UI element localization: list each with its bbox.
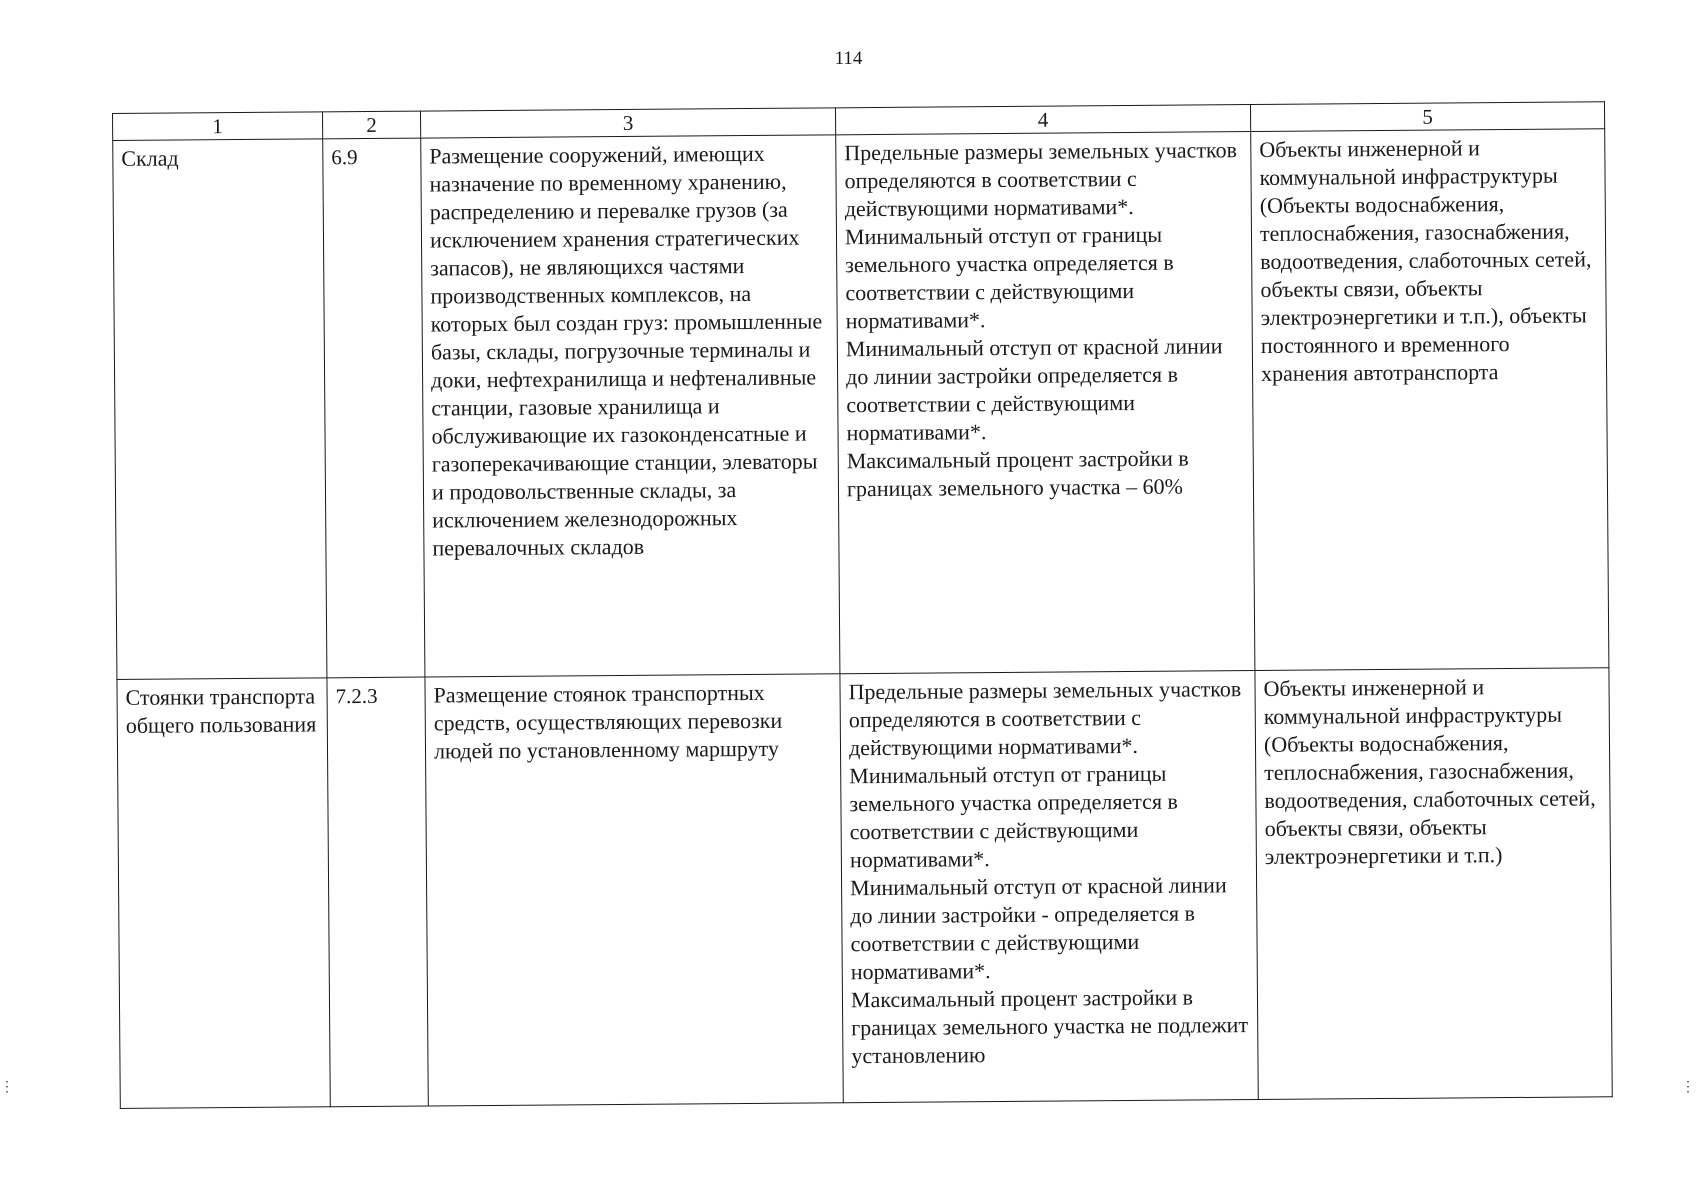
column-header-4: 4: [835, 105, 1250, 135]
use-type-code: 6.9: [323, 138, 425, 678]
parameter-text: Предельные размеры земельных участков определяются в соответствии с действующими нормативами*.: [844, 137, 1238, 222]
parameter-text: Минимальный отступ от красной линии до линии застройки определяется в соответствии с действующими нормативами*.: [845, 333, 1223, 446]
use-type-name: Стоянки транспорта общего пользования: [117, 678, 330, 1109]
use-type-description: Размещение стоянок транспортных средств, осуществляющих перевозки людей по установленному маршруту: [425, 674, 843, 1106]
parameter-text: Предельные размеры земельных участков определяются в соответствии с действующими нормативами*.: [848, 676, 1242, 761]
use-type-auxiliary: Объекты инженерной и коммунальной инфраструктуры (Объекты водоснабжения, теплоснабжения, газоснабжения, водоотведения, слаботочных сетей, объекты связи, объекты электроэнергетики и т.п.): [1255, 668, 1612, 1100]
table-row: [117, 668, 1612, 1109]
page-number: 114: [834, 48, 863, 69]
use-type-name: Склад: [113, 139, 327, 680]
parameter-text: Минимальный отступ от границы земельного участка определяется в соответствии с действующими нормативами*.: [849, 760, 1178, 873]
scan-edge-mark-right: ⋮: [1681, 1079, 1695, 1095]
parameter-text: Максимальный процент застройки в границах земельного участка – 60%: [846, 445, 1189, 502]
use-type-parameters: [840, 671, 1258, 1103]
use-type-auxiliary: Объекты инженерной и коммунальной инфраструктуры (Объекты водоснабжения, теплоснабжения, газоснабжения, водоотведения, слаботочных сетей, объекты связи, объекты электроэнергетики и т.п.), объекты постоянного и временного хранения автотранспорта: [1251, 129, 1609, 671]
use-type-description: Размещение сооружений, имеющих назначение по временному хранению, распределению и перевалке грузов (за исключением хранения стратегических запасов), не являющихся частями производственных комплексов, на которых был создан груз: промышленные базы, склады, погрузочные терминалы и доки, нефтехранилища и нефтеналивные станции, газовые хранилища и обслуживающие их газоконденсатные и газоперекачивающие станции, элеваторы и продовольственные склады, за исключением железнодорожных перевалочных складов: [421, 135, 840, 677]
scan-edge-mark-left: ⋮: [0, 1079, 14, 1095]
column-header-5: 5: [1250, 102, 1604, 132]
parameter-text: Минимальный отступ от границы земельного участка определяется в соответствии с действующими нормативами*.: [844, 221, 1174, 334]
column-header-1: 1: [113, 112, 323, 141]
column-header-3: 3: [420, 108, 835, 138]
use-type-code: 7.2.3: [327, 677, 428, 1107]
table-row: [113, 129, 1609, 680]
parameter-text: Минимальный отступ от красной линии до линии застройки - определяется в соответствии с действующими нормативами*.: [850, 872, 1227, 985]
parameter-text: Максимальный процент застройки в границах земельного участка не подлежит установлению: [850, 984, 1249, 1069]
column-header-2: 2: [322, 111, 420, 139]
use-type-parameters: [836, 132, 1255, 674]
land-use-table: [112, 101, 1613, 1109]
